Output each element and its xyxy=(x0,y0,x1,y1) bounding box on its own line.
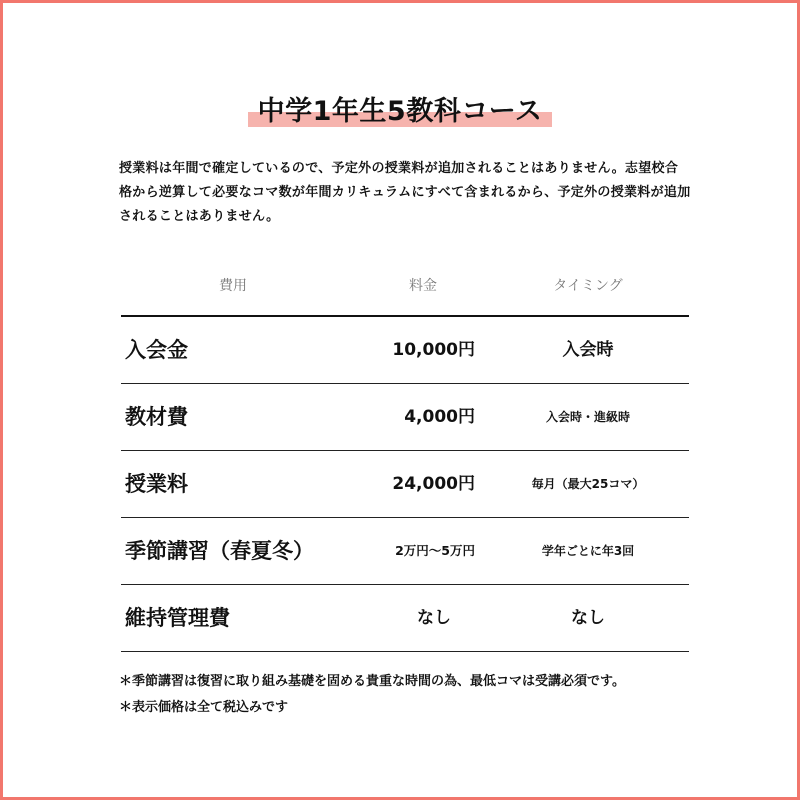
row-price: 2万円〜5万円 xyxy=(395,543,475,558)
header-timing: タイミング xyxy=(553,278,623,294)
row-timing: 学年ごとに年3回 xyxy=(541,544,635,558)
row-price: 10,000円 xyxy=(392,340,475,360)
row-name: 季節講習（春夏冬） xyxy=(125,539,314,563)
row-price: 24,000円 xyxy=(392,474,475,494)
row-timing: 毎月（最大25コマ） xyxy=(531,477,645,491)
table-header xyxy=(123,275,689,299)
fee-table xyxy=(121,317,689,652)
table-row xyxy=(121,585,689,652)
row-name: 入会金 xyxy=(125,338,188,362)
row-timing: 入会時・進級時 xyxy=(545,410,630,424)
table-row xyxy=(121,317,689,384)
row-price: 4,000円 xyxy=(404,407,475,427)
page-title: 中学1年生5教科コース xyxy=(252,89,549,128)
header-cost: 費用 xyxy=(219,278,247,294)
note-tax: ＊表示価格は全て税込みです xyxy=(119,700,289,715)
row-timing: なし xyxy=(571,608,605,628)
description-text: 授業料は年間で確定しているので、予定外の授業料が追加されることはありません。志望校合格から逆算して必要なコマ数が年間カリキュラムにすべて含まれるから、予定外の授業料が追加されることはありません。 xyxy=(119,161,691,224)
table-row xyxy=(121,451,689,518)
table-row xyxy=(121,518,689,585)
header-price: 料金 xyxy=(409,278,437,294)
note-seasonal: ＊季節講習は復習に取り組み基礎を固める貴重な時間の為、最低コマは受講必須です。 xyxy=(119,674,625,689)
row-timing: 入会時 xyxy=(562,340,614,360)
title-area xyxy=(3,89,797,128)
table-row xyxy=(121,384,689,451)
row-name: 教材費 xyxy=(125,405,188,429)
row-price: なし xyxy=(417,608,451,628)
row-name: 維持管理費 xyxy=(125,606,230,630)
notes xyxy=(119,671,691,723)
row-name: 授業料 xyxy=(125,472,188,496)
